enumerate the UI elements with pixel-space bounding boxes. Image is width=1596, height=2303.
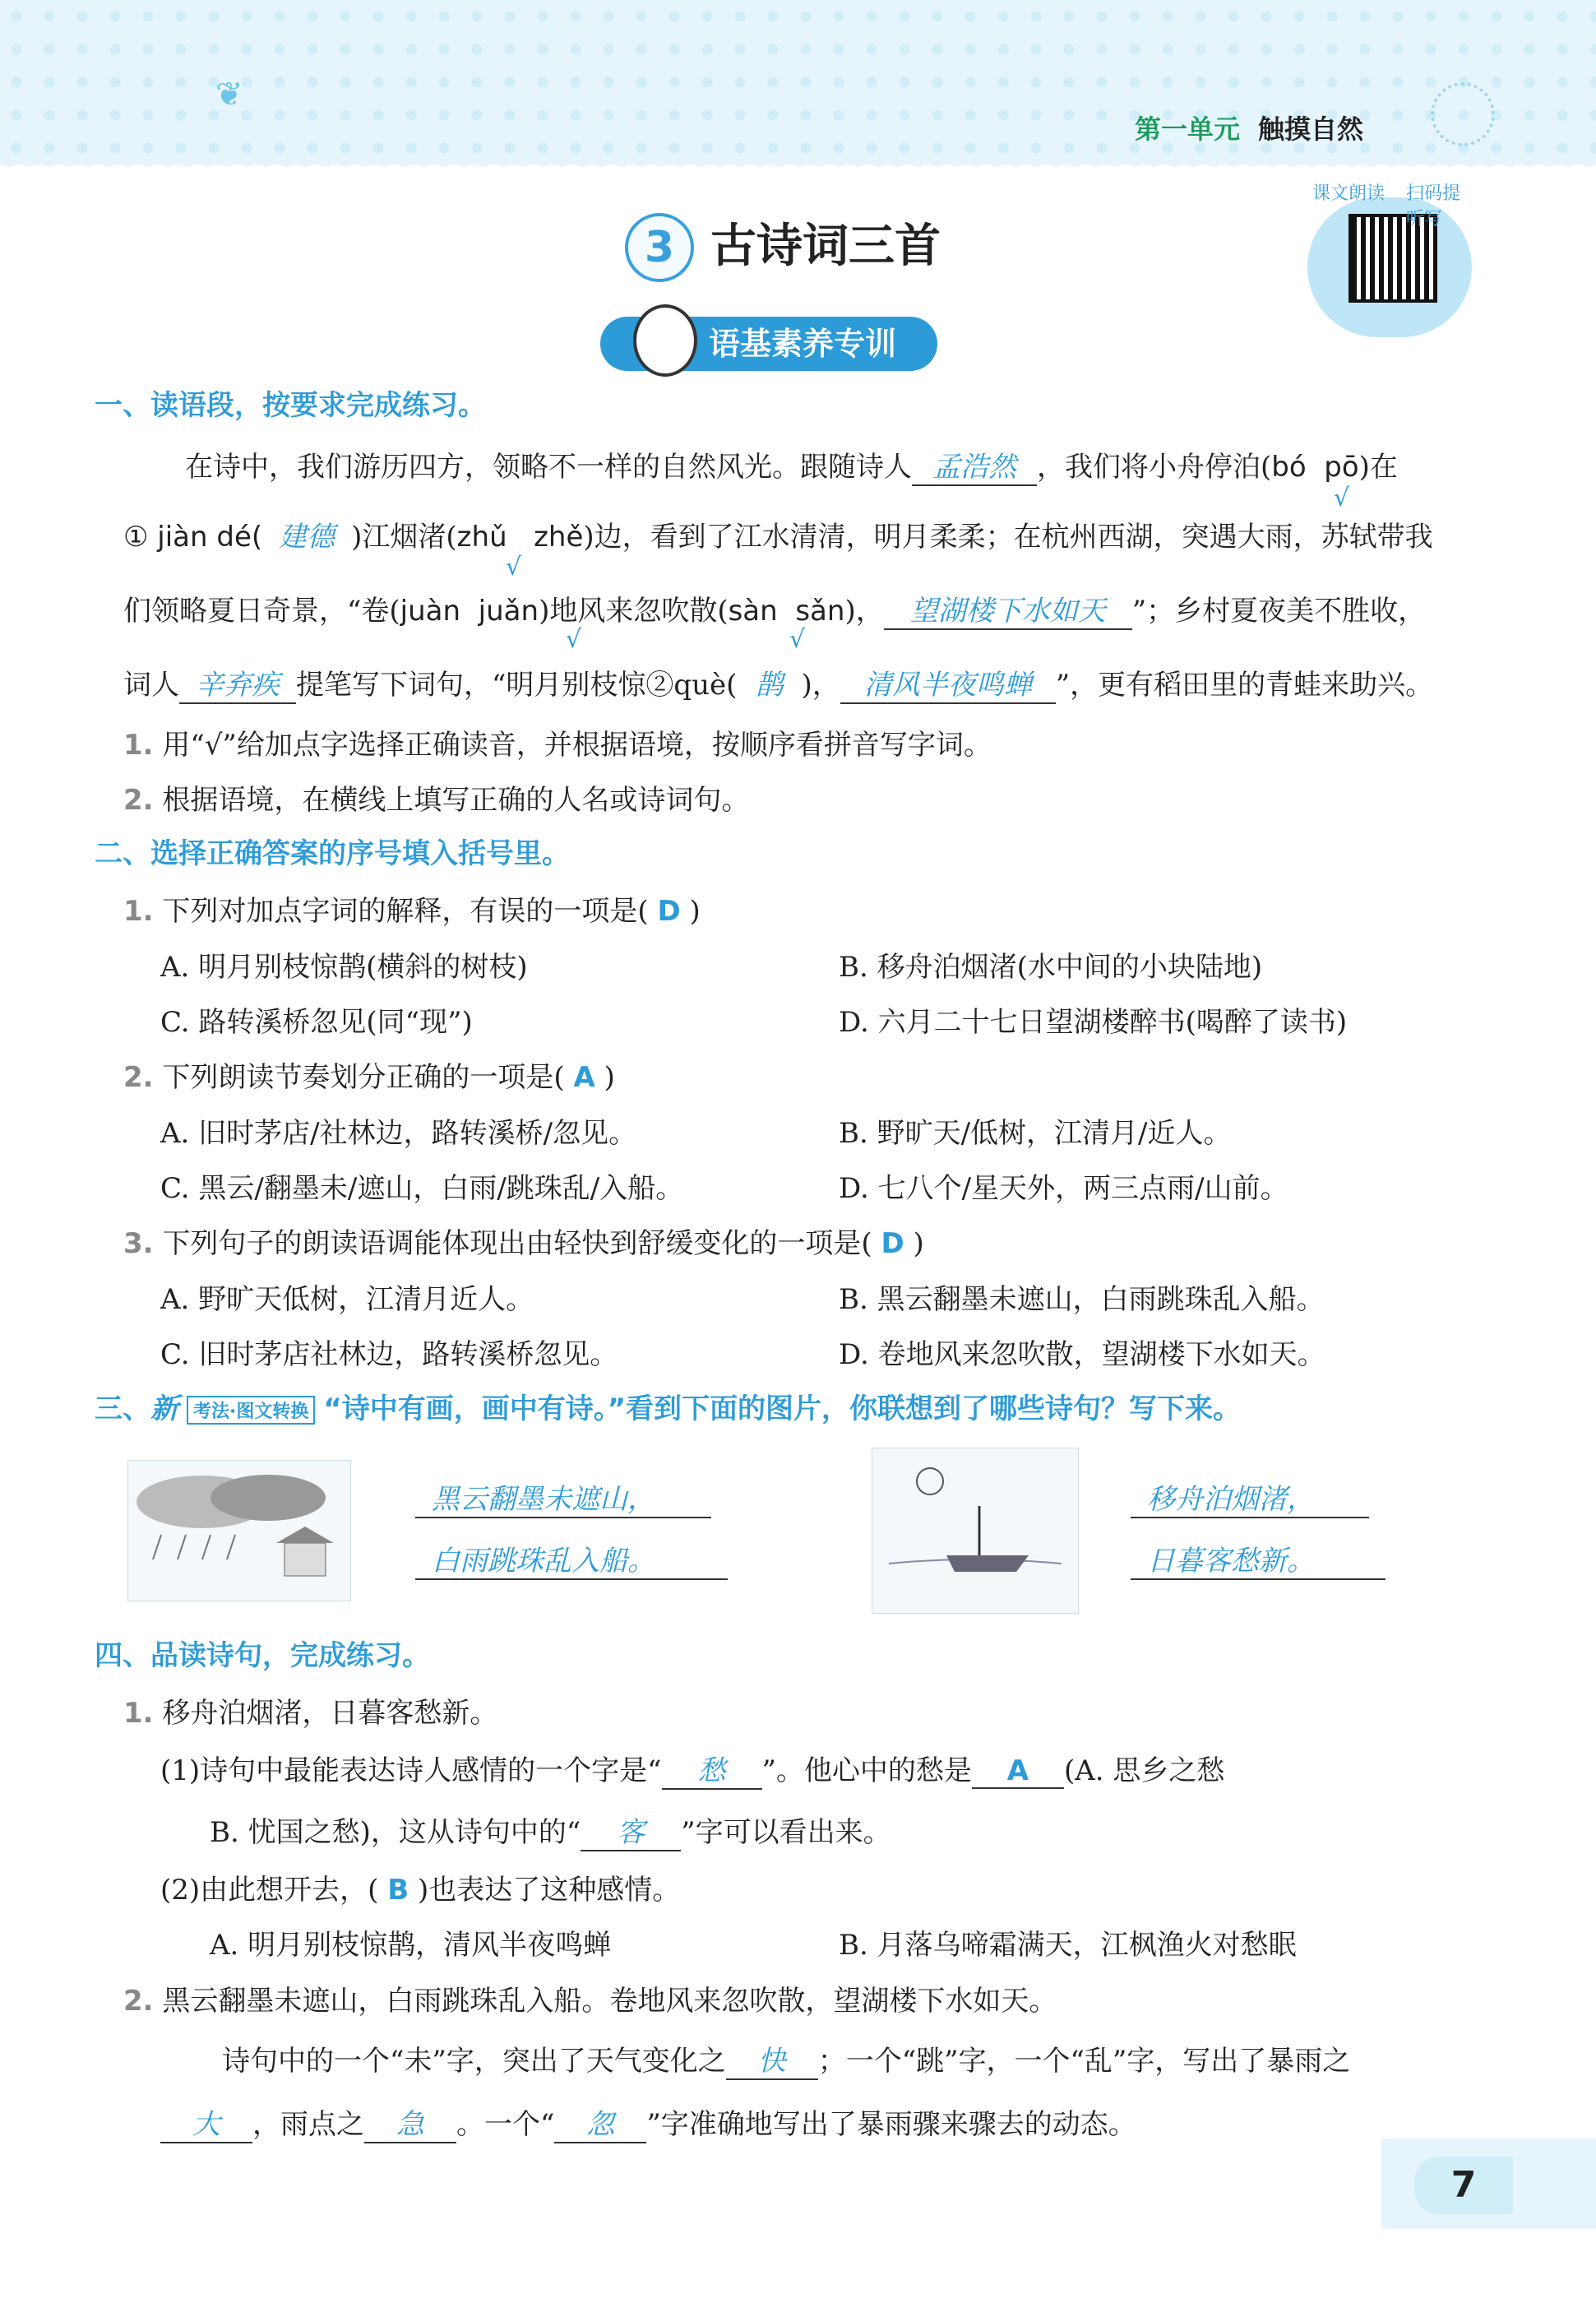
option-b: B. 移舟泊烟渚	[839, 951, 1017, 984]
text: )江烟渚(	[351, 521, 457, 554]
s3-heading-text: “诗中有画，画中有诗。”看到下面的图片，你联想到了哪些诗句？写下来。	[323, 1392, 1242, 1425]
q-close: )	[604, 1061, 615, 1094]
option-note: (水中间的小块陆地)	[1016, 951, 1263, 984]
answer: A	[573, 1061, 595, 1094]
q-text: 下列对加点字词的解释，有误的一项是(	[162, 895, 649, 928]
q-number: 2.	[123, 1985, 154, 2018]
text: ；一个“跳”字，一个“乱”字，写出了暴雨之	[817, 2045, 1351, 2078]
s1-para-line4	[123, 662, 1433, 704]
option-note: (喝醉了读书)	[1185, 1006, 1348, 1039]
s1-heading: 一、读语段，按要求完成练习。	[95, 389, 486, 422]
pinyin-juan2: juǎn	[478, 595, 539, 628]
option-a: A. 明月别枝惊鹊	[160, 951, 367, 984]
answer-ji: 急	[364, 2101, 456, 2143]
option-d: D. 六月二十七日望湖楼醉书	[839, 1006, 1186, 1039]
answer-poet1: 孟浩然	[912, 444, 1037, 486]
s1-q1	[123, 722, 992, 762]
s4-q1-1-cont	[210, 1810, 891, 1851]
text: 在诗中，我们游历四方，领略不一样的自然风光。跟随诗人	[185, 451, 912, 484]
q-text: 移舟泊烟渚，日暮客愁新。	[162, 1697, 498, 1730]
q-text: 下列句子的朗读语调能体现出由轻快到舒缓变化的一项是(	[162, 1227, 872, 1260]
s2-q2-a: A. 旧时茅店/社林边，路转溪桥/忽见。	[160, 1117, 637, 1150]
option-note: (横斜的树枝)	[366, 951, 528, 984]
cartoon-face-icon	[633, 304, 697, 377]
s2-q2-stem	[123, 1054, 615, 1095]
s4-q2-line2	[160, 2101, 1136, 2143]
answer: D	[657, 895, 681, 928]
answer-a: A	[972, 1754, 1064, 1789]
text: (A. 思乡之愁	[1063, 1754, 1225, 1787]
storm-illustration	[128, 1461, 350, 1601]
check-mark: √	[789, 625, 806, 654]
check-mark: √	[1334, 484, 1350, 512]
q-text: 黑云翻墨未遮山，白雨跳珠乱入船。卷地风来忽吹散，望湖楼下水如天。	[162, 1985, 1057, 2018]
text: ，我们将小舟停泊(	[1037, 451, 1272, 484]
boat-picture	[872, 1448, 1079, 1614]
s2-q3-c: C. 旧时茅店社林边，路转溪桥忽见。	[160, 1338, 618, 1371]
lesson-number: 3	[625, 213, 694, 282]
s3-tag: 考法·图文转换	[187, 1396, 315, 1425]
text: ”。他心中的愁是	[761, 1754, 972, 1787]
pinyin-san1: sàn	[728, 595, 778, 628]
answer-que: 鹊	[755, 669, 784, 702]
q-number: 1.	[123, 895, 154, 928]
answer-poet2: 辛弃疾	[179, 662, 296, 704]
text: )地风来忽吹散(	[539, 595, 729, 628]
q-close: )	[913, 1227, 924, 1260]
s4-q1-2-a: A. 明月别枝惊鹊，清风半夜鸣蝉	[210, 1929, 612, 1962]
check-mark: √	[566, 625, 582, 654]
s1-para-line3	[123, 588, 1426, 630]
q-text: 用“√”给加点字选择正确读音，并根据语境，按顺序看拼音写字词。	[162, 729, 992, 762]
right-poem-line1: 移舟泊烟渚，	[1131, 1476, 1369, 1518]
lesson-title	[625, 210, 941, 282]
s1-q2	[123, 777, 749, 818]
s3-heading	[95, 1386, 1241, 1426]
left-poem-line1: 黑云翻墨未遮山，	[415, 1476, 711, 1518]
right-poem-line2: 日暮客愁新。	[1131, 1538, 1386, 1580]
s2-q2-c: C. 黑云/翻墨未/遮山，白雨/跳珠乱/入船。	[160, 1172, 684, 1205]
s3-prefix: 三、	[95, 1392, 150, 1425]
answer-chou: 愁	[662, 1748, 762, 1790]
option-c: C. 路转溪桥忽见	[160, 1006, 367, 1039]
pinyin-po: pō	[1324, 451, 1359, 484]
s2-q1-c	[160, 999, 473, 1040]
pinyin-juan1: juàn	[400, 595, 461, 628]
text: ”，更有稻田里的青蛙来助兴。	[1055, 669, 1434, 702]
q-number: 3.	[123, 1227, 154, 1260]
s2-q3-a: A. 野旷天低树，江清月近人。	[160, 1283, 534, 1316]
s1-para-line1	[185, 444, 1398, 486]
s4-heading: 四、品读诗句，完成练习。	[95, 1639, 430, 1672]
lesson-title-text: 古诗词三首	[710, 220, 941, 273]
unit-header	[1135, 109, 1363, 146]
text: (2)由此想开去，(	[160, 1874, 379, 1907]
text: 词人	[123, 669, 179, 702]
text: ”字可以看出来。	[681, 1816, 891, 1849]
text: )，	[844, 595, 884, 628]
qr-left-label: 课文朗读	[1312, 183, 1386, 204]
q-number: 2.	[123, 784, 154, 817]
qr-block[interactable]	[1307, 173, 1472, 362]
answer-line2: 清风半夜鸣蝉	[840, 662, 1056, 704]
s4-q1-2-b: B. 月落乌啼霜满天，江枫渔火对愁眠	[839, 1929, 1297, 1962]
text: ”；乡村夏夜美不胜收，	[1131, 595, 1427, 628]
unit-label: 第一单元	[1135, 114, 1241, 145]
q-text: 根据语境，在横线上填写正确的人名或诗词句。	[162, 784, 750, 817]
pinyin-zhe: zhě	[534, 521, 584, 554]
s2-q3-stem	[123, 1221, 924, 1261]
left-poem-line2: 白雨跳珠乱入船。	[415, 1538, 728, 1580]
q-text: 下列朗读节奏划分正确的一项是(	[162, 1061, 565, 1094]
answer: D	[881, 1227, 904, 1260]
answer-ke: 客	[581, 1810, 681, 1851]
q-close: )	[689, 895, 701, 928]
s4-q1	[123, 1690, 497, 1731]
new-badge: 新	[150, 1392, 178, 1425]
s2-q2-b: B. 野旷天/低树，江清月/近人。	[839, 1117, 1232, 1150]
unit-title: 触摸自然	[1258, 114, 1364, 145]
text: )也表达了这种感情。	[417, 1874, 681, 1907]
section-banner: 语基素养专训	[600, 317, 937, 371]
q-number: 1.	[123, 729, 154, 762]
check-mark: √	[506, 553, 522, 582]
page-number: 7	[1414, 2157, 1513, 2214]
pinyin-bo: bó	[1271, 451, 1307, 484]
s2-q3-b: B. 黑云翻墨未遮山，白雨跳珠乱入船。	[839, 1283, 1325, 1316]
text: )在	[1358, 451, 1398, 484]
option-note: (同“现”)	[366, 1006, 473, 1039]
s2-q1-a	[160, 944, 528, 985]
answer-jiande: 建德	[279, 521, 335, 554]
text: 诗句中的一个“未”字，突出了天气变化之	[222, 2045, 726, 2078]
qr-right-label: 扫码提听写	[1406, 183, 1461, 229]
answer-kuai: 快	[726, 2038, 818, 2080]
s2-heading: 二、选择正确答案的序号填入括号里。	[95, 837, 570, 870]
text: 提笔写下词句，“明月别枝惊②què(	[296, 669, 738, 702]
s2-q3-d: D. 卷地风来忽吹散，望湖楼下水如天。	[839, 1338, 1325, 1371]
answer-line1: 望湖楼下水如天	[884, 588, 1132, 630]
pinyin-jiande: ① jiàn dé(	[123, 521, 263, 554]
s4-q1-2	[160, 1867, 680, 1907]
text: )边，看到了江水清清，明月柔柔；在杭州西湖，突遇大雨，苏轼带我	[583, 521, 1433, 554]
storm-picture	[127, 1460, 351, 1601]
text: 。一个“	[456, 2108, 555, 2141]
s4-q1-1	[160, 1748, 1224, 1790]
s2-q1-b	[839, 944, 1262, 985]
answer-b: B	[387, 1874, 409, 1907]
s4-q2	[123, 1978, 1057, 2018]
s2-q1-d	[839, 999, 1347, 1040]
text: (1)诗句中最能表达诗人感情的一个字是“	[160, 1754, 662, 1787]
answer-da: 大	[160, 2101, 252, 2143]
boat-illustration	[872, 1448, 1078, 1613]
q-number: 2.	[123, 1061, 154, 1094]
pinyin-zhu: zhǔ	[456, 521, 507, 554]
q-number: 1.	[123, 1697, 154, 1730]
answer-hu: 忽	[554, 2101, 646, 2143]
sunflower-icon	[1431, 82, 1495, 146]
text: ，雨点之	[252, 2108, 364, 2141]
s4-q2-line1	[222, 2038, 1350, 2080]
text: B. 忧国之愁)，这从诗句中的“	[210, 1816, 581, 1849]
text: ”字准确地写出了暴雨骤来骤去的动态。	[646, 2108, 1136, 2141]
s1-para-line2	[123, 514, 1433, 554]
text: )，	[801, 669, 840, 702]
s2-q1-stem	[123, 888, 701, 929]
s2-q2-d: D. 七八个/星天外，两三点雨/山前。	[839, 1172, 1288, 1205]
text: 们领略夏日奇景，“卷(	[123, 595, 400, 628]
pinyin-san2: sǎn	[795, 595, 845, 628]
butterfly-icon: ❦	[215, 76, 243, 114]
